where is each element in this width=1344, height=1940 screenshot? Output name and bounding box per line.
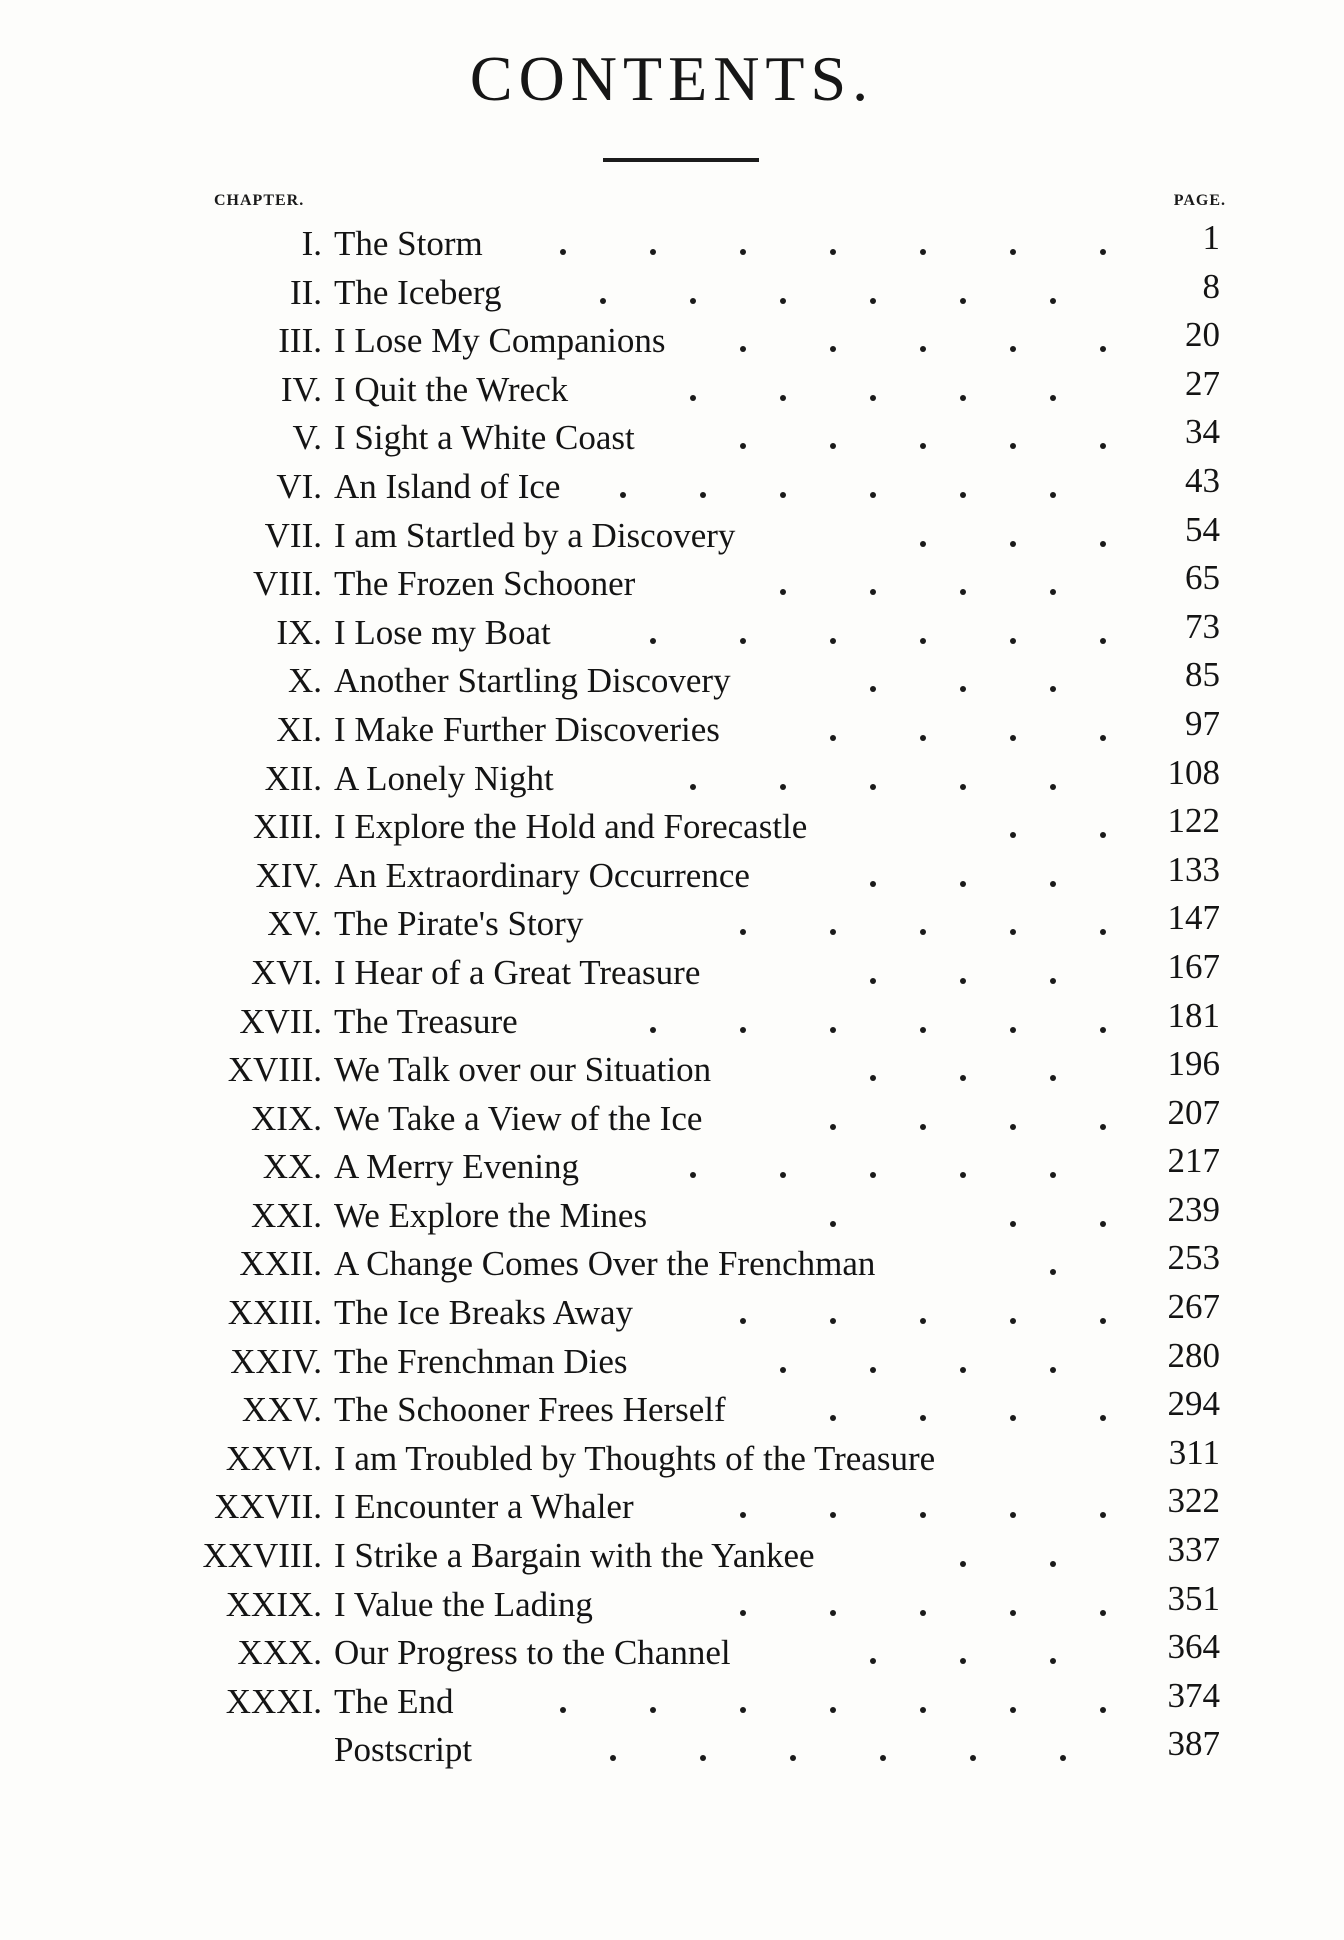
- page-number: 133: [1167, 849, 1220, 889]
- leader-dot: [1100, 1027, 1106, 1033]
- leader-dot: [740, 249, 746, 255]
- toc-entry: [0, 752, 1344, 804]
- chapter-number: VI.: [276, 466, 322, 506]
- page-number: 239: [1167, 1189, 1220, 1229]
- chapter-title: Our Progress to the Channel: [334, 1633, 731, 1673]
- toc-entry: [0, 606, 1344, 658]
- leader-dot: [780, 1367, 786, 1373]
- chapter-title: A Change Comes Over the Frenchman: [334, 1244, 876, 1284]
- chapter-title: I Explore the Hold and Forecastle: [334, 807, 808, 847]
- leader-dot: [920, 1415, 926, 1421]
- toc-entry: [0, 1289, 1344, 1338]
- leader-dot: [1010, 541, 1016, 547]
- dot-leader: [0, 1726, 1344, 1775]
- chapter-title: I Make Further Discoveries: [334, 709, 720, 749]
- toc-entry: [0, 1386, 1344, 1435]
- leader-dot: [870, 881, 876, 887]
- dot-leader: [0, 1532, 1344, 1581]
- toc-entry: [0, 900, 1344, 949]
- chapter-title: The End: [334, 1681, 454, 1721]
- page-number: 351: [1167, 1578, 1220, 1618]
- chapter-title: An Island of Ice: [334, 466, 561, 506]
- chapter-number: XIV.: [255, 855, 322, 895]
- leader-dot: [830, 1415, 836, 1421]
- leader-dot: [1100, 638, 1106, 644]
- toc-entry: [0, 560, 1344, 609]
- leader-dot: [1010, 346, 1016, 352]
- leader-dot: [790, 1755, 796, 1761]
- leader-dot: [960, 978, 966, 984]
- toc-entry: [0, 849, 1344, 901]
- chapter-number: XV.: [267, 904, 322, 944]
- dot-leader: [0, 949, 1344, 998]
- leader-dot: [1010, 1415, 1016, 1421]
- dot-leader: [0, 755, 1344, 804]
- page-number: 253: [1167, 1238, 1220, 1278]
- chapter-title: The Schooner Frees Herself: [334, 1390, 726, 1430]
- chapter-number: VIII.: [253, 564, 322, 604]
- leader-dot: [1050, 1561, 1056, 1567]
- leader-dot: [830, 735, 836, 741]
- leader-dot: [650, 638, 656, 644]
- leader-dot: [920, 735, 926, 741]
- toc-entry: [0, 1335, 1344, 1387]
- leader-dot: [1050, 686, 1056, 692]
- dot-leader: [0, 1386, 1344, 1435]
- leader-dot: [1100, 832, 1106, 838]
- dot-leader: [0, 706, 1344, 755]
- dot-leader: [0, 1289, 1344, 1338]
- dot-leader: [0, 220, 1344, 269]
- page-number: 65: [1185, 558, 1220, 598]
- dot-leader: [0, 1483, 1344, 1532]
- page-number: 337: [1167, 1530, 1220, 1570]
- leader-dot: [960, 1658, 966, 1664]
- leader-dot: [920, 1610, 926, 1616]
- chapter-number: XVI.: [251, 952, 322, 992]
- dot-leader: [0, 1338, 1344, 1387]
- leader-dot: [780, 298, 786, 304]
- chapter-title: I Lose My Companions: [334, 321, 666, 361]
- leader-dot: [960, 589, 966, 595]
- chapter-title: I Hear of a Great Treasure: [334, 952, 701, 992]
- leader-dot: [1010, 832, 1016, 838]
- leader-dot: [700, 1755, 706, 1761]
- page-column-header: PAGE.: [1173, 192, 1226, 209]
- leader-dot: [1050, 881, 1056, 887]
- leader-dot: [920, 1707, 926, 1713]
- chapter-number: XII.: [264, 758, 322, 798]
- page-number: 27: [1185, 363, 1220, 403]
- leader-dot: [830, 1124, 836, 1130]
- chapter-number: XXX.: [237, 1633, 322, 1673]
- chapter-title: We Take a View of the Ice: [334, 1098, 703, 1138]
- leader-dot: [780, 492, 786, 498]
- dot-leader: [0, 609, 1344, 658]
- leader-dot: [1010, 1027, 1016, 1033]
- leader-dot: [1050, 1658, 1056, 1664]
- leader-dot: [920, 1512, 926, 1518]
- dot-leader: [0, 269, 1344, 318]
- chapter-number: I.: [301, 224, 322, 263]
- chapter-number: XI.: [276, 709, 322, 749]
- leader-dot: [830, 1318, 836, 1324]
- leader-dot: [830, 443, 836, 449]
- toc-entry: [0, 1483, 1344, 1532]
- leader-dot: [740, 1027, 746, 1033]
- chapter-number: XXIX.: [225, 1584, 322, 1624]
- dot-leader: [0, 1046, 1344, 1095]
- toc-entry: [0, 317, 1344, 366]
- page-number: 43: [1185, 460, 1220, 500]
- chapter-number: XXII.: [239, 1244, 322, 1284]
- toc-entry: [0, 703, 1344, 755]
- page-number: 217: [1167, 1141, 1220, 1181]
- leader-dot: [1010, 1610, 1016, 1616]
- leader-dot: [920, 443, 926, 449]
- leader-dot: [1100, 1124, 1106, 1130]
- page-title: CONTENTS.: [469, 43, 875, 114]
- leader-dot: [690, 1172, 696, 1178]
- leader-dot: [830, 249, 836, 255]
- leader-dot: [610, 1755, 616, 1761]
- toc-entry: [0, 1143, 1344, 1192]
- leader-dot: [960, 881, 966, 887]
- leader-dot: [920, 638, 926, 644]
- table-of-contents: [0, 220, 1344, 1775]
- leader-dot: [1010, 1512, 1016, 1518]
- leader-dot: [920, 1027, 926, 1033]
- leader-dot: [1100, 249, 1106, 255]
- leader-dot: [1050, 395, 1056, 401]
- page-number: 1: [1202, 218, 1220, 257]
- chapter-title: I am Troubled by Thoughts of the Treasure: [334, 1438, 936, 1478]
- leader-dot: [960, 1075, 966, 1081]
- leader-dot: [740, 346, 746, 352]
- leader-dot: [870, 1367, 876, 1373]
- dot-leader: [0, 657, 1344, 706]
- chapter-number: IV.: [280, 369, 322, 409]
- leader-dot: [870, 978, 876, 984]
- dot-leader: [0, 1435, 1344, 1484]
- page-number: 122: [1167, 801, 1220, 841]
- page-number: 167: [1167, 946, 1220, 986]
- leader-dot: [960, 1367, 966, 1373]
- leader-dot: [960, 686, 966, 692]
- leader-dot: [1100, 735, 1106, 741]
- page-number: 85: [1185, 655, 1220, 695]
- page-number: 97: [1185, 703, 1220, 743]
- leader-dot: [1100, 929, 1106, 935]
- leader-dot: [870, 492, 876, 498]
- leader-dot: [1100, 1415, 1106, 1421]
- leader-dot: [1050, 1075, 1056, 1081]
- dot-leader: [0, 512, 1344, 561]
- toc-entry: [0, 1240, 1344, 1289]
- page-number: 374: [1167, 1675, 1220, 1715]
- leader-dot: [1010, 249, 1016, 255]
- leader-dot: [1100, 443, 1106, 449]
- chapter-title: A Lonely Night: [334, 758, 554, 798]
- chapter-number: IX.: [276, 612, 322, 652]
- leader-dot: [600, 298, 606, 304]
- dot-leader: [0, 998, 1344, 1047]
- toc-entry: [0, 657, 1344, 706]
- leader-dot: [740, 1512, 746, 1518]
- toc-entry: [0, 1532, 1344, 1581]
- chapter-title: An Extraordinary Occurrence: [334, 855, 750, 895]
- chapter-title: I Lose my Boat: [334, 612, 551, 652]
- leader-dot: [740, 443, 746, 449]
- toc-entry: [0, 460, 1344, 512]
- leader-dot: [830, 346, 836, 352]
- chapter-title: We Talk over our Situation: [334, 1050, 712, 1090]
- dot-leader: [0, 1678, 1344, 1727]
- leader-dot: [740, 1610, 746, 1616]
- page-number: 73: [1185, 606, 1220, 646]
- page-number: 196: [1167, 1044, 1220, 1084]
- page-number: 364: [1167, 1627, 1220, 1667]
- chapter-number: II.: [289, 272, 322, 312]
- page-number: 311: [1168, 1432, 1220, 1472]
- dot-leader: [0, 463, 1344, 512]
- toc-entry: [0, 1675, 1344, 1727]
- leader-dot: [740, 1707, 746, 1713]
- leader-dot: [960, 298, 966, 304]
- chapter-number: XXVI.: [225, 1438, 322, 1478]
- dot-leader: [0, 560, 1344, 609]
- leader-dot: [830, 1512, 836, 1518]
- chapter-title: The Frenchman Dies: [334, 1341, 628, 1381]
- leader-dot: [740, 638, 746, 644]
- leader-dot: [1010, 1124, 1016, 1130]
- chapter-title: I Value the Lading: [334, 1584, 593, 1624]
- leader-dot: [960, 1561, 966, 1567]
- leader-dot: [960, 784, 966, 790]
- dot-leader: [0, 1240, 1344, 1289]
- toc-entry: [0, 266, 1344, 318]
- page-number: 267: [1167, 1287, 1220, 1327]
- chapter-number: XXVIII.: [202, 1536, 322, 1576]
- dot-leader: [0, 900, 1344, 949]
- leader-dot: [740, 1318, 746, 1324]
- toc-entry: [0, 1189, 1344, 1241]
- leader-dot: [650, 1707, 656, 1713]
- leader-dot: [870, 1075, 876, 1081]
- leader-dot: [780, 1172, 786, 1178]
- leader-dot: [1010, 1707, 1016, 1713]
- chapter-title: The Iceberg: [334, 272, 502, 312]
- toc-entry: [0, 1092, 1344, 1144]
- chapter-number: XXXI.: [225, 1681, 322, 1721]
- leader-dot: [920, 541, 926, 547]
- page-number: 207: [1167, 1092, 1220, 1132]
- leader-dot: [870, 1172, 876, 1178]
- dot-leader: [0, 1143, 1344, 1192]
- leader-dot: [1050, 1172, 1056, 1178]
- chapter-number: V.: [292, 418, 322, 458]
- leader-dot: [1010, 1318, 1016, 1324]
- leader-dot: [690, 395, 696, 401]
- chapter-title: I Sight a White Coast: [334, 418, 635, 458]
- chapter-number: XIII.: [253, 807, 322, 847]
- leader-dot: [1060, 1755, 1066, 1761]
- toc-entry: [0, 509, 1344, 561]
- leader-dot: [1050, 492, 1056, 498]
- leader-dot: [970, 1755, 976, 1761]
- toc-entry: [0, 1578, 1344, 1630]
- leader-dot: [920, 1124, 926, 1130]
- leader-dot: [1010, 443, 1016, 449]
- chapter-number: XX.: [262, 1147, 322, 1187]
- chapter-number: XXVII.: [214, 1487, 322, 1527]
- page-number: 387: [1167, 1724, 1220, 1764]
- leader-dot: [1100, 541, 1106, 547]
- chapter-number: XIX.: [251, 1098, 322, 1138]
- page-number: 54: [1185, 509, 1220, 549]
- leader-dot: [1010, 929, 1016, 935]
- leader-dot: [960, 1172, 966, 1178]
- leader-dot: [1100, 1318, 1106, 1324]
- chapter-title: The Treasure: [334, 1001, 518, 1041]
- leader-dot: [830, 1610, 836, 1616]
- leader-dot: [920, 1318, 926, 1324]
- toc-entry: [0, 995, 1344, 1047]
- leader-dot: [870, 298, 876, 304]
- leader-dot: [650, 1027, 656, 1033]
- leader-dot: [690, 784, 696, 790]
- leader-dot: [870, 686, 876, 692]
- leader-dot: [920, 346, 926, 352]
- dot-leader: [0, 317, 1344, 366]
- chapter-title: The Pirate's Story: [334, 904, 584, 944]
- toc-entry: [0, 363, 1344, 415]
- dot-leader: [0, 1095, 1344, 1144]
- page-number: 181: [1167, 995, 1220, 1035]
- toc-entry: [0, 414, 1344, 463]
- chapter-number: VII.: [264, 515, 322, 555]
- leader-dot: [1050, 589, 1056, 595]
- leader-dot: [830, 1707, 836, 1713]
- leader-dot: [1100, 1512, 1106, 1518]
- leader-dot: [960, 492, 966, 498]
- chapter-title: We Explore the Mines: [334, 1195, 648, 1235]
- page-number: 108: [1167, 752, 1220, 792]
- chapter-title: I am Startled by a Discovery: [334, 515, 736, 555]
- leader-dot: [920, 249, 926, 255]
- page-number: 147: [1167, 898, 1220, 938]
- leader-dot: [920, 929, 926, 935]
- leader-dot: [1100, 1221, 1106, 1227]
- page-number: 20: [1185, 315, 1220, 355]
- leader-dot: [1010, 735, 1016, 741]
- toc-entry: [0, 803, 1344, 852]
- toc-entry: [0, 220, 1344, 269]
- leader-dot: [650, 249, 656, 255]
- leader-dot: [960, 395, 966, 401]
- leader-dot: [690, 298, 696, 304]
- leader-dot: [560, 1707, 566, 1713]
- chapter-title: A Merry Evening: [334, 1147, 579, 1187]
- leader-dot: [560, 249, 566, 255]
- dot-leader: [0, 1581, 1344, 1630]
- toc-entry: [0, 946, 1344, 998]
- leader-dot: [1010, 1221, 1016, 1227]
- chapter-title: Postscript: [334, 1730, 473, 1770]
- dot-leader: [0, 1629, 1344, 1678]
- leader-dot: [1100, 346, 1106, 352]
- chapter-title: Another Startling Discovery: [334, 661, 731, 701]
- leader-dot: [830, 638, 836, 644]
- leader-dot: [1050, 298, 1056, 304]
- page-number: 8: [1202, 266, 1220, 306]
- leader-dot: [780, 395, 786, 401]
- page-number: 34: [1185, 412, 1220, 452]
- chapter-column-header: CHAPTER.: [214, 192, 305, 209]
- chapter-number: III.: [278, 321, 322, 361]
- leader-dot: [1050, 1269, 1056, 1275]
- toc-entry: [0, 1046, 1344, 1095]
- page-number: 294: [1167, 1384, 1220, 1424]
- chapter-number: X.: [287, 661, 322, 701]
- chapter-number: XVIII.: [227, 1050, 322, 1090]
- dot-leader: [0, 366, 1344, 415]
- chapter-title: I Encounter a Whaler: [334, 1487, 634, 1527]
- dot-leader: [0, 852, 1344, 901]
- page-number: 280: [1167, 1335, 1220, 1375]
- leader-dot: [830, 1027, 836, 1033]
- leader-dot: [1050, 1367, 1056, 1373]
- chapter-number: XVII.: [239, 1001, 322, 1041]
- leader-dot: [1050, 784, 1056, 790]
- leader-dot: [780, 784, 786, 790]
- leader-dot: [870, 395, 876, 401]
- leader-dot: [1050, 978, 1056, 984]
- page-number: 322: [1167, 1481, 1220, 1521]
- toc-entry: [0, 1432, 1344, 1484]
- chapter-title: I Strike a Bargain with the Yankee: [334, 1536, 815, 1576]
- toc-entry: [0, 1726, 1344, 1775]
- chapter-number: XXI.: [251, 1195, 322, 1235]
- chapter-number: XXIV.: [230, 1341, 322, 1381]
- dot-leader: [0, 414, 1344, 463]
- leader-dot: [870, 784, 876, 790]
- chapter-title: I Quit the Wreck: [334, 369, 569, 409]
- dot-leader: [0, 803, 1344, 852]
- toc-entry: [0, 1629, 1344, 1678]
- leader-dot: [780, 589, 786, 595]
- dot-leader: [0, 1192, 1344, 1241]
- leader-dot: [1010, 638, 1016, 644]
- title-rule: [603, 158, 759, 162]
- chapter-title: The Frozen Schooner: [334, 564, 636, 604]
- chapter-number: XXIII.: [227, 1293, 322, 1333]
- leader-dot: [620, 492, 626, 498]
- chapter-number: XXV.: [241, 1390, 322, 1430]
- leader-dot: [830, 929, 836, 935]
- leader-dot: [880, 1755, 886, 1761]
- leader-dot: [1100, 1707, 1106, 1713]
- leader-dot: [1100, 1610, 1106, 1616]
- leader-dot: [830, 1221, 836, 1227]
- leader-dot: [700, 492, 706, 498]
- chapter-title: The Storm: [334, 224, 483, 263]
- leader-dot: [740, 929, 746, 935]
- chapter-title: The Ice Breaks Away: [334, 1293, 634, 1333]
- leader-dot: [870, 589, 876, 595]
- leader-dot: [870, 1658, 876, 1664]
